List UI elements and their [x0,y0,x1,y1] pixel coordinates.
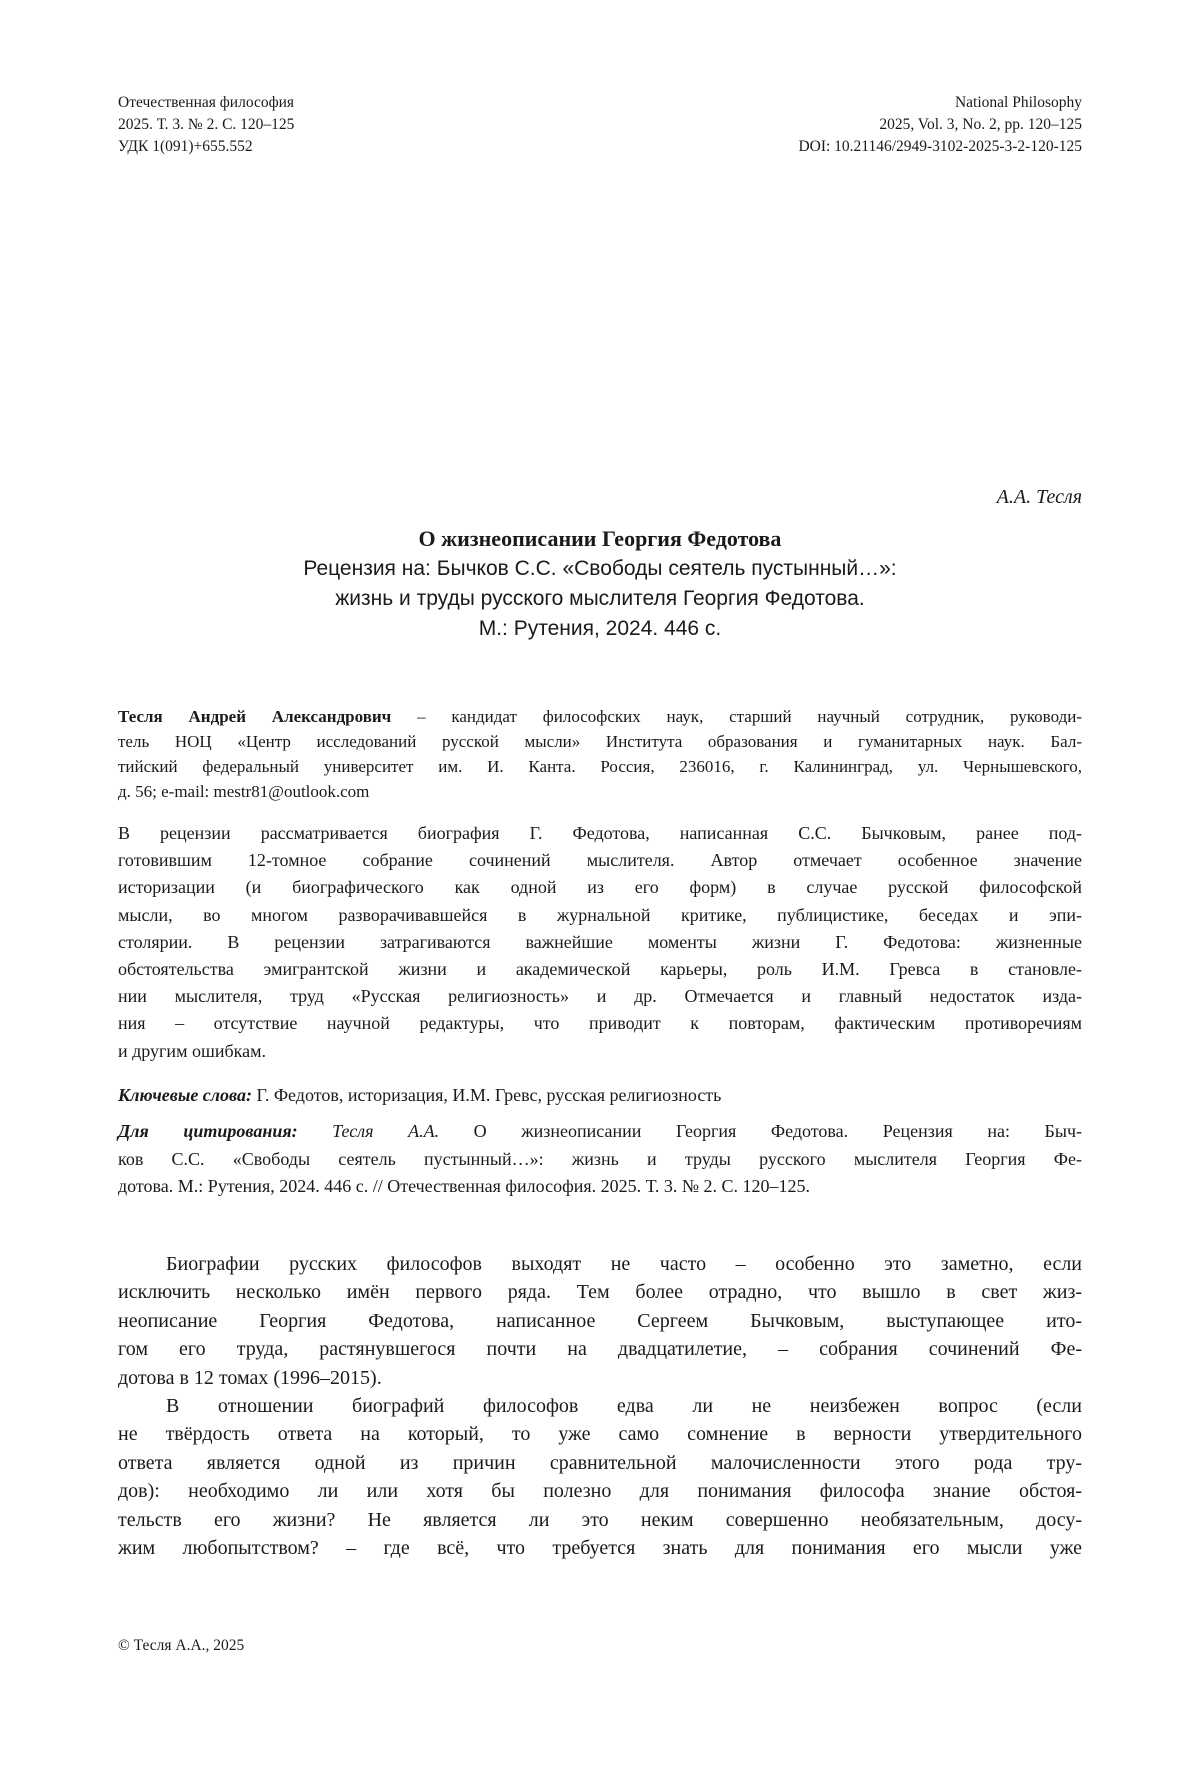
author-info-line: Тесля Андрей Александрович – кандидат философских наук, старший научный сотрудник, руководи- [118,707,1082,726]
body-line: жим любопытством? – где всё, что требуется знать для понимания его мысли уже [118,1537,1082,1560]
body-line: неописание Георгия Федотова, написанное Сергеем Бычковым, выступающее ито- [118,1309,1082,1332]
body-text [118,1250,1082,1562]
body-line: дотова в 12 томах (1996–2015). [118,1366,382,1389]
author-info-line: д. 56; e-mail: mestr81@outlook.com [118,782,370,801]
abstract-line: нии мыслителя, труд «Русская религиозность» и др. Отмечается и главный недостаток изда- [118,986,1082,1007]
issue-info-ru: 2025. Т. 3. № 2. С. 120–125 [118,116,295,133]
article-author: А.А. Тесля [996,486,1082,508]
author-full-name: Тесля Андрей Александрович [118,707,392,726]
issue-info-en: 2025, Vol. 3, No. 2, pp. 120–125 [879,116,1082,133]
udc-code: УДК 1(091)+655.552 [118,138,253,155]
title-block [118,524,1082,644]
copyright: © Тесля А.А., 2025 [118,1637,245,1654]
author-info [118,704,1082,804]
body-line: не твёрдость ответа на который, то уже само сомнение в верности утвердительного [118,1423,1082,1446]
abstract-line: В рецензии рассматривается биография Г. Федотова, написанная С.С. Бычковым, ранее под- [118,823,1082,843]
author-info-line: тийский федеральный университет им. И. Канта. Россия, 236016, г. Калининград, ул. Чернышевского, [118,757,1082,776]
header-right [798,92,1082,158]
body-line: исключить несколько имён первого ряда. Тем более отрадно, что вышло в свет жиз- [118,1281,1082,1304]
subtitle-line: Рецензия на: Бычков С.С. «Свободы сеятель пустынный…»: [303,557,897,580]
body-line: ответа является одной из причин сравнительной малочисленности этого рода тру- [118,1451,1082,1474]
citation-label: Для цитирования: [118,1121,298,1141]
body-line: Биографии русских философов выходят не часто – особенно это заметно, если [166,1253,1082,1275]
journal-name-en: National Philosophy [954,94,1082,111]
citation-line: дотова. М.: Рутения, 2024. 446 с. // Отечественная философия. 2025. Т. 3. № 2. С. 120–125. [118,1176,811,1196]
article-subtitle [118,554,1082,644]
keywords-label: Ключевые слова: [118,1085,252,1105]
abstract-line: готовившим 12-томное собрание сочинений мыслителя. Автор отмечает особенное значение [118,850,1082,871]
citation-author: Тесля А.А. [297,1121,440,1141]
abstract-line: историзации (и биографического как одной из его форм) в случае русской философской [118,877,1082,898]
doi: DOI: 10.21146/2949-3102-2025-3-2-120-125 [798,138,1082,155]
abstract-line: столярии. В рецензии затрагиваются важнейшие моменты жизни Г. Федотова: жизненные [118,931,1082,952]
article-title: О жизнеописании Георгия Федотова [418,526,782,551]
body-line: тельств его жизни? Не является ли это неким совершенно необязательным, досу- [118,1508,1082,1531]
keywords [118,1082,1082,1109]
citation-line: ков С.С. «Свободы сеятель пустынный…»: жизнь и труды русского мыслителя Георгия Фе- [118,1148,1082,1169]
abstract-line: обстоятельства эмигрантской жизни и академической карьеры, роль И.М. Гревса в становле- [118,959,1082,980]
citation-line: Для цитирования: Тесля А.А. О жизнеописании Георгия Федотова. Рецензия на: Быч- [118,1121,1082,1141]
citation [118,1118,1082,1201]
body-line: гом его труда, растянувшегося почти на двадцатилетие, – собрания сочинений Фе- [118,1338,1082,1361]
journal-name-ru: Отечественная философия [118,94,295,111]
abstract-line: мысли, во многом разворачивавшейся в журнальной критике, публицистике, беседах и эпи- [118,904,1082,925]
body-line: В отношении биографий философов едва ли не неизбежен вопрос (если [166,1395,1082,1418]
abstract-line: и другим ошибкам. [118,1040,266,1061]
keywords-text: Г. Федотов, историзация, И.М. Гревс, русская религиозность [251,1085,722,1105]
author-info-line: тель НОЦ «Центр исследований русской мысли» Института образования и гуманитарных наук. Бал- [118,732,1082,751]
abstract [118,820,1082,1065]
subtitle-line: М.: Рутения, 2024. 446 с. [478,617,722,640]
abstract-line: ния – отсутствие научной редактуры, что приводит к повторам, фактическим противоречиям [118,1013,1082,1034]
subtitle-line: жизнь и труды русского мыслителя Георгия Федотова. [335,587,865,610]
header-left [118,92,294,158]
body-line: дов): необходимо ли или хотя бы полезно для понимания философа знание обстоя- [118,1480,1082,1503]
